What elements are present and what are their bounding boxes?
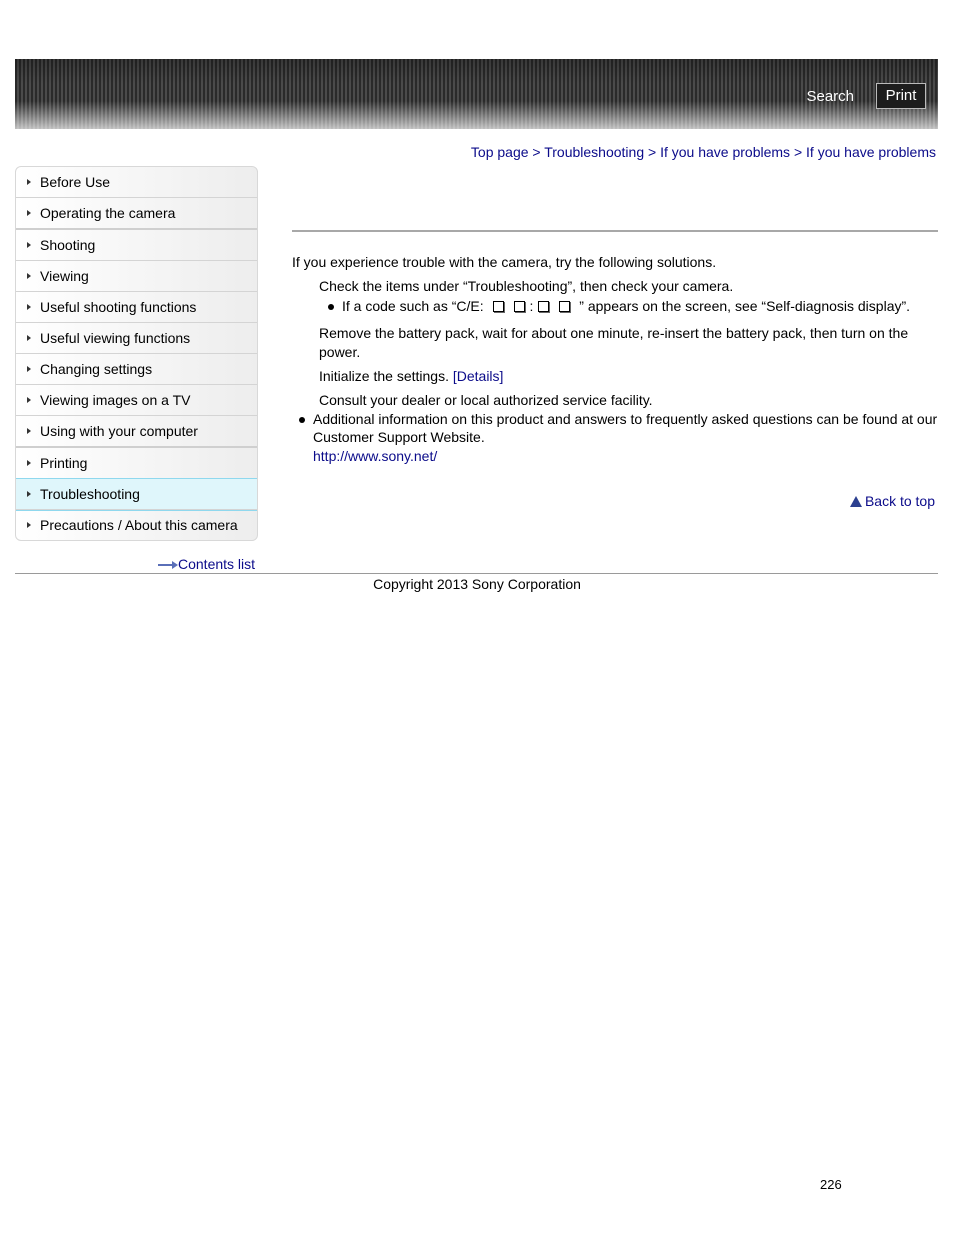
contents-list-link[interactable] bbox=[158, 556, 255, 572]
sidebar-item-label: Useful viewing functions bbox=[40, 330, 191, 346]
sidebar-item-label: Precautions / About this camera bbox=[40, 517, 238, 533]
arrow-right-icon bbox=[27, 335, 31, 341]
code-placeholder-icon bbox=[538, 301, 549, 312]
sidebar-item-useful-shooting-functions[interactable] bbox=[16, 292, 257, 323]
up-arrow-icon bbox=[850, 496, 862, 507]
code-placeholder-icon bbox=[559, 301, 570, 312]
sidebar-item-useful-viewing-functions[interactable] bbox=[16, 323, 257, 354]
error-code-note bbox=[342, 297, 910, 316]
sidebar-item-viewing[interactable] bbox=[16, 261, 257, 292]
arrow-right-icon bbox=[27, 179, 31, 185]
error-code-note-suffix: ” appears on the screen, see “Self-diagnosis display”. bbox=[579, 298, 911, 314]
sidebar-item-printing[interactable] bbox=[16, 448, 257, 479]
additional-info-line1: Additional information on this product and answers to frequently asked questions can be found at our bbox=[313, 411, 938, 427]
top-header-bar bbox=[15, 59, 938, 129]
print-button[interactable]: Print bbox=[876, 83, 926, 109]
breadcrumb-separator: > bbox=[793, 144, 803, 160]
arrow-right-icon bbox=[27, 460, 31, 466]
copyright-text: Copyright 2013 Sony Corporation bbox=[373, 576, 581, 592]
additional-info-line2: Customer Support Website. bbox=[313, 429, 485, 445]
arrow-right-icon bbox=[27, 273, 31, 279]
arrow-right-icon bbox=[27, 304, 31, 310]
sidebar-nav bbox=[15, 166, 258, 541]
back-to-top-label: Back to top bbox=[864, 493, 935, 509]
step-consult-dealer: Consult your dealer or local authorized service facility. bbox=[319, 392, 653, 408]
sidebar-item-viewing-images-on-tv[interactable] bbox=[16, 385, 257, 416]
details-link[interactable]: [Details] bbox=[452, 368, 504, 384]
error-code-note-prefix: If a code such as “C/E: bbox=[342, 298, 484, 314]
code-placeholder-icon bbox=[514, 301, 525, 312]
arrow-right-icon bbox=[27, 242, 31, 248]
arrow-right-icon bbox=[27, 397, 31, 403]
page-number: 226 bbox=[820, 1177, 842, 1192]
sidebar-item-precautions[interactable] bbox=[16, 510, 257, 540]
title-divider bbox=[292, 230, 938, 232]
sidebar-item-label: Troubleshooting bbox=[40, 486, 140, 502]
sidebar-item-label: Using with your computer bbox=[40, 423, 198, 439]
sidebar-item-label: Printing bbox=[40, 455, 88, 471]
arrow-right-icon bbox=[27, 366, 31, 372]
sidebar-item-label: Viewing images on a TV bbox=[40, 392, 191, 408]
step-initialize bbox=[319, 367, 503, 386]
sidebar-item-operating-the-camera[interactable] bbox=[16, 198, 257, 230]
sidebar-item-changing-settings[interactable] bbox=[16, 354, 257, 385]
arrow-right-icon bbox=[158, 561, 178, 569]
code-colon: : bbox=[529, 298, 534, 314]
sidebar-item-label: Shooting bbox=[40, 237, 96, 253]
arrow-right-icon bbox=[27, 210, 31, 216]
intro-text: If you experience trouble with the camera, try the following solutions. bbox=[292, 254, 717, 270]
sidebar-item-label: Viewing bbox=[40, 268, 89, 284]
code-placeholder-icon bbox=[493, 301, 504, 312]
breadcrumb-if-you-have-problems[interactable]: If you have problems bbox=[660, 144, 791, 160]
sidebar-item-label: Operating the camera bbox=[40, 205, 176, 221]
arrow-right-icon bbox=[27, 428, 31, 434]
step-check-items: Check the items under “Troubleshooting”, then check your camera. bbox=[319, 278, 734, 294]
breadcrumb-troubleshooting[interactable]: Troubleshooting bbox=[544, 144, 645, 160]
arrow-right-icon bbox=[27, 522, 31, 528]
sony-website-link[interactable]: http://www.sony.net/ bbox=[313, 448, 438, 464]
breadcrumb bbox=[471, 144, 936, 160]
footer-divider bbox=[15, 573, 938, 574]
sidebar-item-troubleshooting[interactable] bbox=[16, 479, 257, 510]
sidebar-item-label: Useful shooting functions bbox=[40, 299, 197, 315]
sidebar-item-label: Changing settings bbox=[40, 361, 153, 377]
contents-list-label: Contents list bbox=[178, 556, 256, 572]
breadcrumb-current-page[interactable]: If you have problems bbox=[806, 144, 936, 160]
breadcrumb-separator: > bbox=[532, 144, 541, 160]
sidebar-item-shooting[interactable] bbox=[16, 230, 257, 261]
sidebar-item-using-with-computer[interactable] bbox=[16, 416, 257, 448]
step-initialize-text: Initialize the settings. bbox=[319, 368, 449, 384]
arrow-right-icon bbox=[27, 491, 31, 497]
breadcrumb-top-page[interactable]: Top page bbox=[470, 144, 529, 160]
back-to-top-link[interactable] bbox=[850, 493, 935, 509]
breadcrumb-separator: > bbox=[648, 144, 657, 160]
sidebar-item-before-use[interactable] bbox=[16, 167, 257, 198]
sidebar-item-label: Before Use bbox=[40, 174, 111, 190]
step-remove-battery-line1: Remove the battery pack, wait for about one minute, re-insert the battery pack, then turn on the bbox=[319, 325, 909, 341]
search-button[interactable]: Search bbox=[806, 88, 854, 105]
step-remove-battery-line2: power. bbox=[319, 344, 361, 360]
